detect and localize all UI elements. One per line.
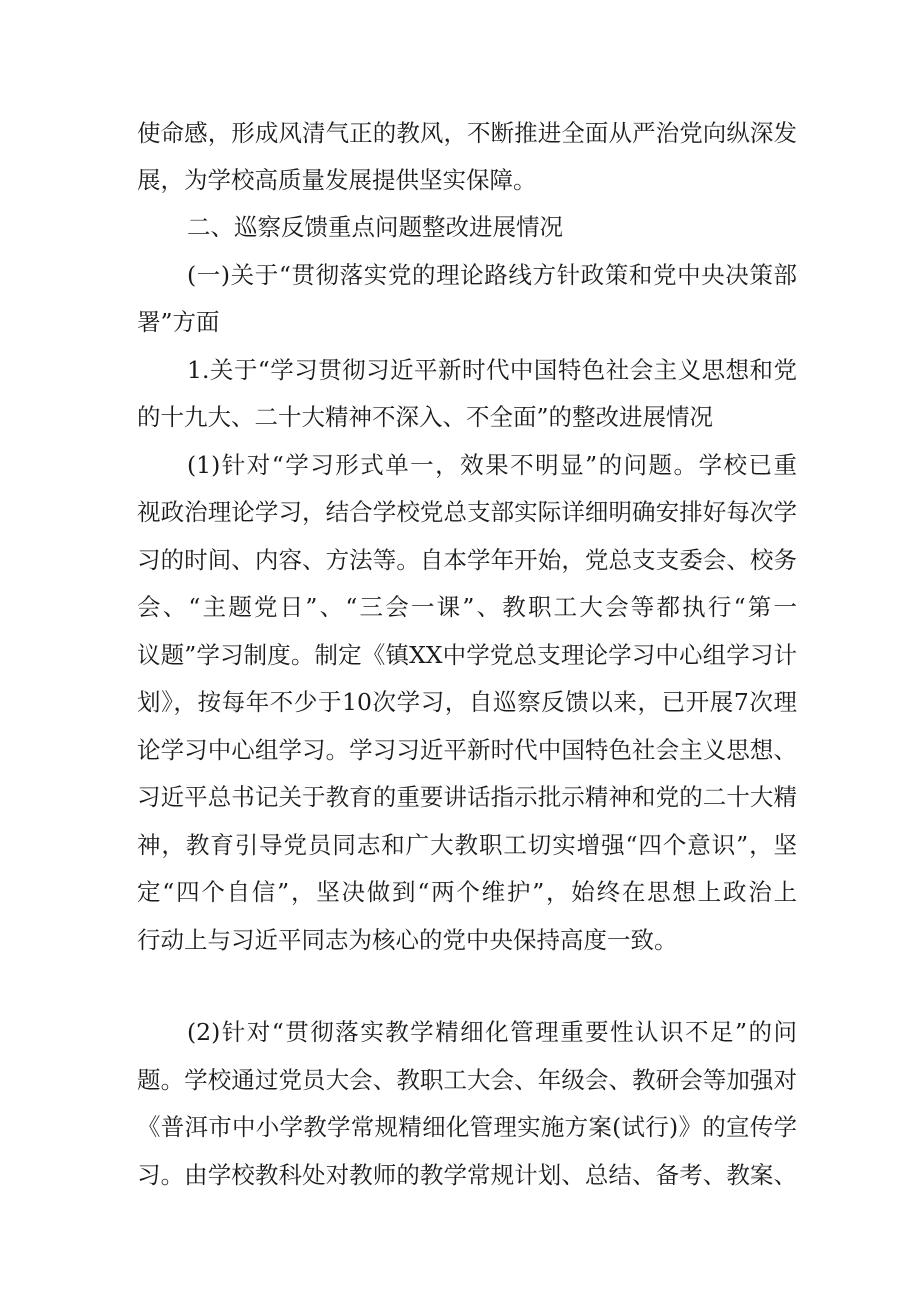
paragraph-line: (1)针对“学习形式单一，效果不明显”的问题。学校已重 xyxy=(187,451,797,479)
paragraph-line: 使命感，形成风清气正的教风，不断推进全面从严治党向纵深发 xyxy=(137,119,797,147)
paragraph-line: 习。由学校教科处对教师的教学常规计划、总结、备考、教案、 xyxy=(137,1161,797,1189)
paragraph-line: 划》，按每年不少于10次学习，自巡察反馈以来，已开展7次理 xyxy=(137,688,797,716)
subsection-heading-cont: 署”方面 xyxy=(137,308,220,336)
paragraph-line: 定“四个自信”，坚决做到“两个维护”，始终在思想上政治上 xyxy=(137,878,797,906)
paragraph-line: 行动上与习近平同志为核心的党中央保持高度一致。 xyxy=(137,926,678,954)
section-heading: 二、巡察反馈重点问题整改进展情况 xyxy=(187,213,563,241)
paragraph-line: 习近平总书记关于教育的重要讲话指示批示精神和党的二十大精 xyxy=(137,783,797,811)
paragraph-line: 神，教育引导党员同志和广大教职工切实增强“四个意识”，坚 xyxy=(137,831,797,859)
paragraph-line: 视政治理论学习，结合学校党总支部实际详细明确安排好每次学 xyxy=(137,498,797,526)
paragraph-line: 会、“主题党日”、“三会一课”、教职工大会等都执行“第一 xyxy=(137,593,797,621)
paragraph-line: 议题”学习制度。制定《镇XX中学党总支理论学习中心组学习计 xyxy=(137,641,797,669)
item-heading-cont: 的十九大、二十大精神不深入、不全面”的整改进展情况 xyxy=(137,403,714,431)
subsection-heading: (一)关于“贯彻落实党的理论路线方针政策和党中央决策部 xyxy=(187,261,797,289)
paragraph-line: 展，为学校高质量发展提供坚实保障。 xyxy=(137,166,537,194)
paragraph-line: 习的时间、内容、方法等。自本学年开始，党总支支委会、校务 xyxy=(137,546,797,574)
paragraph-line: (2)针对“贯彻落实教学精细化管理重要性认识不足”的问 xyxy=(187,1018,797,1046)
paragraph-line: 论学习中心组学习。学习习近平新时代中国特色社会主义思想、 xyxy=(137,736,797,764)
paragraph-line: 《普洱市中小学教学常规精细化管理实施方案(试行)》的宣传学 xyxy=(137,1113,797,1141)
paragraph-line: 题。学校通过党员大会、教职工大会、年级会、教研会等加强对 xyxy=(137,1066,797,1094)
item-heading: 1.关于“学习贯彻习近平新时代中国特色社会主义思想和党 xyxy=(187,356,797,384)
